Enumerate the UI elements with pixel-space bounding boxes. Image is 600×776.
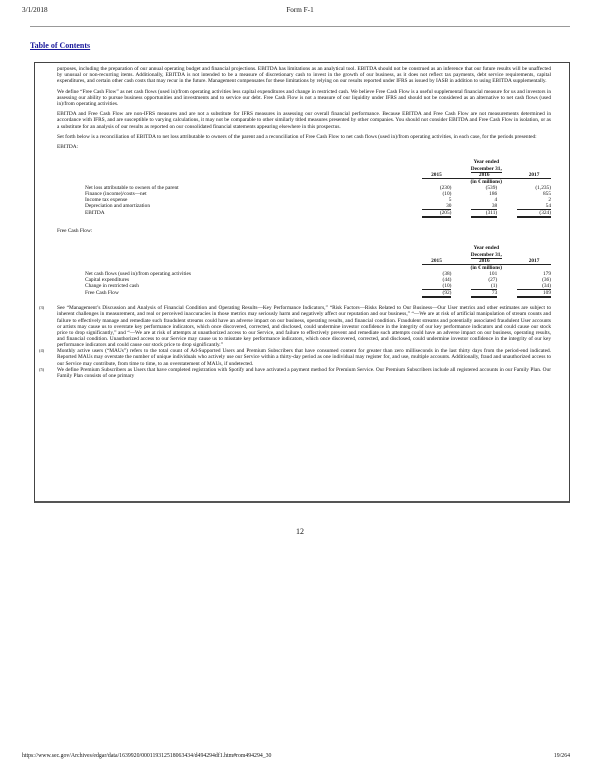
- table-row: [85, 283, 551, 290]
- table-unit-row: [85, 264, 551, 271]
- print-date: 3/1/2018: [22, 6, 48, 14]
- cell-2016: 186: [489, 190, 498, 197]
- cell-2017: 109: [517, 290, 551, 298]
- table-unit-row: [85, 178, 551, 185]
- page-number: 12: [296, 527, 304, 536]
- footnote-text: See “Management’s Discussion and Analysis of Financial Condition and Operating Results—Key Performance Indicators,” “Risk Factors—Risks Related to Our Business—Our User metrics and other estimates are subject to inherent challenges in measurement, and real or perceived inaccuracies in those metrics may seriously harm and negatively affect our reputation and our business,” “—We are at risk of artificial manipulation of stream counts and failure to effectively manage and remediate such fraudulent streams could have an adverse impact on our business, operating results, and financial condition. Fraudulent streams and potentially associated fraudulent User accounts or artists may cause us to overstate key performance indicators, which once discovered, corrected, and disclosed, could undermine investor confidence in the integrity of our key performance indicators and could cause our stock price to drop significantly,” and “—We are at risk of attempts at unauthorized access to our Service, and failure to effectively prevent and remediate such attempts could have an adverse impact on our business, operating results, and financial condition. Unauthorized access to our Service may cause us to misstate key performance indicators, which once discovered, corrected, and disclosed, could undermine investor confidence in the integrity of our key performance indicators and could cause our stock price to drop significantly.”: [57, 305, 551, 349]
- year-2016: 2016: [471, 258, 497, 265]
- cell-2015: 5: [448, 197, 452, 204]
- year-2017: 2017: [517, 172, 551, 179]
- cell-2017: 855: [542, 190, 551, 197]
- paragraph: purposes, including the preparation of our annual operating budget and financial projections. EBITDA has limitations as an analytical tool. EBITDA should not be construed as an inference that our future results will be unaffected by unusual or non-recurring items. Additionally, EBITDA is not intended to be a measure of discretionary cash to invest in the growth of our business, as it does not reflect tax payments, debt service requirements, capital expenditures, and certain other cash costs that may recur in the future. Management compensates for these limitations by relying on our results reported under IFRS as issued by IASB in addition to using EBITDA supplementally.: [57, 66, 551, 85]
- cell-2016: 101: [489, 270, 498, 277]
- print-header: [22, 6, 578, 18]
- cell-2015: (10): [422, 283, 452, 290]
- cell-2016: (539): [485, 184, 498, 191]
- year-2016: 2016: [471, 172, 497, 179]
- content-body: [39, 66, 551, 379]
- cell-2015: (205): [422, 210, 452, 218]
- paragraph: Set forth below is a reconciliation of EBITDA to net loss attributable to owners of the parent and a reconciliation of Free Cash Flow to net cash flows (used in)/from operating activities, in each case, for the periods presented:: [57, 133, 537, 140]
- cell-2016: 4: [494, 197, 498, 204]
- cell-2015: (10): [442, 190, 452, 197]
- row-label: Net cash flows (used in)/from operating activities: [85, 270, 191, 277]
- cell-2016: 38: [471, 203, 497, 210]
- footnote: [39, 366, 551, 379]
- year-2015: 2015: [422, 258, 452, 265]
- cell-2017: (36): [542, 276, 551, 283]
- cell-2016: (27): [488, 276, 498, 283]
- cell-2016: (1): [471, 283, 497, 290]
- print-title: Form F-1: [286, 6, 314, 14]
- footnote-text: Monthly active users (“MAUs”) refers to the total count of Ad-Supported Users and Premium Subscribers that have consumed content for greater than zero milliseconds in the last thirty days from the period-end indicated. Reported MAUs may overstate the number of unique individuals who actively use our Service within a thirty-day period as one individual may register for, and use, multiple accounts. Additionally, fraud and unauthorized access to our Service may contribute, from time to time, to an overstatement of MAUs, if undetected.: [57, 348, 551, 367]
- cell-2017: (34): [517, 283, 551, 290]
- row-label: Free Cash Flow: [85, 290, 119, 297]
- cell-2015: (230): [439, 184, 452, 191]
- table-year-row: [85, 172, 551, 179]
- unit-label: (in € millions): [470, 264, 503, 271]
- row-label: Income tax expense: [85, 197, 128, 204]
- row-label: EBITDA: [85, 210, 105, 217]
- footnote-marker: (5): [39, 366, 45, 372]
- ebitda-section-label: EBITDA:: [57, 144, 79, 151]
- cell-2015: (92): [422, 290, 452, 298]
- content-box: [34, 62, 570, 503]
- page-count: 19/264: [553, 753, 570, 759]
- table-year-row: [85, 258, 551, 265]
- header-december: December 31,: [470, 251, 502, 258]
- row-label: Net loss attributable to owners of the parent: [85, 184, 179, 191]
- year-2015: 2015: [422, 172, 452, 179]
- footnote: [39, 348, 551, 367]
- paragraph: We define “Free Cash Flow” as net cash flows (used in)/from operating activities less capital expenditures and change in restricted cash. We believe Free Cash Flow is a useful supplemental financial measure for us and investors in assessing our ability to pursue business opportunities and investments and to service our debt. Free Cash Flow is not a measure of our liquidity under IFRS and should not be considered as an alternative to net cash flows (used in)/from operating activities.: [57, 88, 551, 107]
- cell-2015: 30: [422, 203, 452, 210]
- row-label: Finance (income)/costs—net: [85, 190, 147, 197]
- unit-label: (in € millions): [470, 178, 502, 185]
- row-label: Capital expenditures: [85, 276, 130, 283]
- header-year-ended: Year ended: [473, 159, 500, 166]
- footnote-marker: (4): [39, 348, 45, 354]
- table-total-row: [85, 290, 551, 298]
- header-december: December 31,: [470, 165, 502, 172]
- year-2017: 2017: [517, 258, 551, 265]
- ebitda-table: [85, 159, 551, 218]
- row-label: Depreciation and amortization: [85, 203, 150, 210]
- header-divider: [30, 26, 570, 27]
- row-label: Change in restricted cash: [85, 283, 139, 290]
- footnote: [39, 305, 551, 349]
- cell-2017: 54: [517, 203, 551, 210]
- cell-2017: 2: [548, 197, 551, 204]
- footnote-marker: (3): [39, 305, 45, 311]
- table-of-contents-link[interactable]: Table of Contents: [30, 41, 91, 50]
- cell-2017: 179: [542, 270, 551, 277]
- cell-2016: (311): [471, 210, 497, 218]
- footnotes: [39, 305, 551, 379]
- cell-2017: (1,235): [535, 184, 551, 191]
- cell-2015: (38): [442, 270, 452, 277]
- cell-2017: (324): [517, 210, 551, 218]
- paragraph: EBITDA and Free Cash Flow are non-IFRS measures and are not a substitute for IFRS measures in assessing our overall financial performance. Because EBITDA and Free Cash Flow are not measurements determined in accordance with IFRS, and are susceptible to varying calculations, it may not be comparable to other similarly titled measures presented by other companies. You should not consider EBITDA and Free Cash Flow in isolation, or as a substitute for an analysis of our results as reported on our consolidated financial statements appearing elsewhere in this prospectus.: [57, 111, 551, 130]
- source-url: https://www.sec.gov/Archives/edgar/data/1639920/000119312518063434/d494294df1.htm#rom494294_30: [22, 753, 272, 759]
- cell-2016: 73: [471, 290, 497, 298]
- table-row: [85, 203, 551, 210]
- cell-2015: (44): [442, 276, 452, 283]
- fcf-section-label: Free Cash Flow:: [57, 228, 93, 235]
- free-cash-flow-table: [85, 245, 551, 298]
- header-year-ended: Year ended: [473, 245, 500, 252]
- footnote-text: We define Premium Subscribers as Users that have completed registration with Spotify and have activated a payment method for Premium Service. Our Premium Subscribers include all registered accounts in our Family Plan. Our Family Plan consists of one primary: [57, 366, 551, 379]
- table-total-row: [85, 210, 551, 218]
